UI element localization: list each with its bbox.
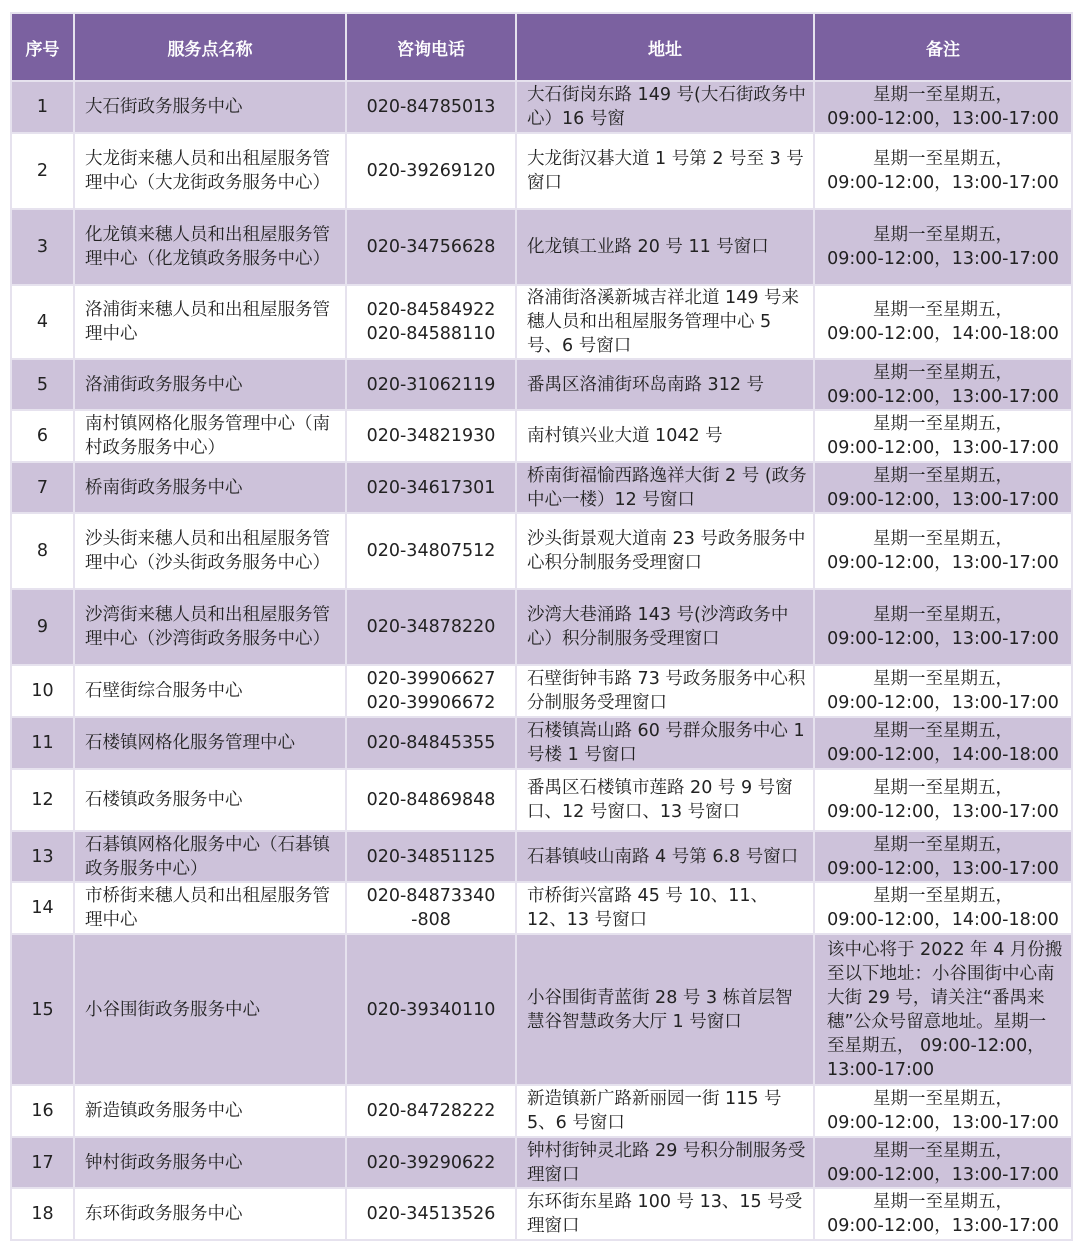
note-cell (814, 1188, 1072, 1240)
phone-cell (346, 934, 516, 1085)
service-point-name: 大石街政务服务中心 (74, 81, 346, 133)
note-text: 星期一至星期五， (873, 225, 1013, 245)
service-point-name: 小谷围街政务服务中心 (74, 934, 346, 1085)
note-text: 星期一至星期五， (873, 85, 1013, 105)
note-cell (814, 717, 1072, 769)
table-row (11, 462, 1072, 513)
note-cell (814, 513, 1072, 589)
address-cell: 市桥街兴富路 45 号 10、11、12、13 号窗口 (516, 882, 814, 934)
address-cell: 桥南街福愉西路逸祥大街 2 号 (政务中心一楼）12 号窗口 (516, 462, 814, 513)
phone-number: 020-39340110 (366, 999, 496, 1020)
row-index: 2 (11, 133, 74, 209)
header-address: 地址 (516, 13, 814, 81)
note-text: 星期一至星期五， (873, 1192, 1013, 1212)
table-header-row (11, 13, 1072, 81)
service-point-name: 沙湾街来穗人员和出租屋服务管理中心（沙湾街政务服务中心） (74, 589, 346, 665)
table-row (11, 769, 1072, 831)
note-text: 09:00-12:00，14:00-18:00 (827, 910, 1059, 930)
row-index: 3 (11, 209, 74, 285)
table-row (11, 209, 1072, 285)
note-text: 09:00-12:00，13:00-17:00 (827, 1164, 1059, 1185)
row-index: 13 (11, 831, 74, 882)
phone-number: 020-39290622 (366, 1152, 496, 1173)
phone-cell (346, 1188, 516, 1240)
note-cell (814, 359, 1072, 410)
table-row (11, 717, 1072, 769)
row-index: 9 (11, 589, 74, 665)
row-index: 12 (11, 769, 74, 831)
note-cell (814, 882, 1072, 934)
phone-number: 020-84584922 (366, 300, 496, 320)
note-text: 星期一至星期五， (873, 1140, 1013, 1161)
note-text: 星期一至星期五， (873, 834, 1013, 855)
note-text: 09:00-12:00，13:00-17:00 (827, 1216, 1059, 1236)
note-text: 该中心将于 2022 年 4 月份搬至以下地址：小谷围街中心南大街 29 号，请关注“番禺来穗”公众号留意地址。星期一至星期五， 09:00-12:00，13:00-17:00 (827, 939, 1063, 1080)
note-text: 09:00-12:00，13:00-17:00 (827, 438, 1059, 458)
note-text: 星期一至星期五， (873, 1089, 1013, 1109)
note-text: 09:00-12:00，13:00-17:00 (827, 249, 1059, 269)
service-point-name: 化龙镇来穗人员和出租屋服务管理中心（化龙镇政务服务中心） (74, 209, 346, 285)
phone-cell (346, 462, 516, 513)
phone-number: 020-84728222 (366, 1101, 496, 1121)
note-cell (814, 589, 1072, 665)
service-points-table (10, 12, 1073, 1241)
phone-cell (346, 513, 516, 589)
service-point-name: 钟村街政务服务中心 (74, 1137, 346, 1188)
service-point-name: 市桥街来穗人员和出租屋服务管理中心 (74, 882, 346, 934)
note-text: 星期一至星期五， (873, 362, 1013, 383)
note-cell (814, 831, 1072, 882)
note-text: 星期一至星期五， (873, 300, 1013, 320)
address-cell: 新造镇新广路新丽园一街 115 号 5、6 号窗口 (516, 1085, 814, 1137)
address-cell: 钟村街钟灵北路 29 号积分制服务受理窗口 (516, 1137, 814, 1188)
note-text: 星期一至星期五， (873, 414, 1013, 434)
phone-cell (346, 81, 516, 133)
address-cell: 东环街东星路 100 号 13、15 号受理窗口 (516, 1188, 814, 1240)
phone-number: 020-39906627 (366, 669, 496, 689)
phone-number: 020-34617301 (366, 477, 496, 498)
note-text: 星期一至星期五， (873, 886, 1013, 906)
table-row (11, 1188, 1072, 1240)
row-index: 5 (11, 359, 74, 410)
phone-number: 020-84588110 (366, 324, 496, 344)
phone-number: 020-39269120 (366, 161, 496, 181)
note-text: 09:00-12:00，13:00-17:00 (827, 693, 1059, 713)
table-row (11, 831, 1072, 882)
phone-cell (346, 1137, 516, 1188)
phone-number: 020-31062119 (366, 374, 496, 395)
service-point-name: 沙头街来穗人员和出租屋服务管理中心（沙头街政务服务中心） (74, 513, 346, 589)
table-row (11, 1085, 1072, 1137)
note-cell (814, 209, 1072, 285)
address-cell: 南村镇兴业大道 1042 号 (516, 410, 814, 462)
row-index: 4 (11, 285, 74, 359)
note-text: 09:00-12:00，14:00-18:00 (827, 745, 1059, 765)
note-text: 09:00-12:00，13:00-17:00 (827, 489, 1059, 510)
header-name: 服务点名称 (74, 13, 346, 81)
note-text: 星期一至星期五， (873, 529, 1013, 549)
address-cell: 番禺区洛浦街环岛南路 312 号 (516, 359, 814, 410)
table-row (11, 513, 1072, 589)
note-text: 09:00-12:00，13:00-17:00 (827, 858, 1059, 879)
phone-number: -808 (411, 910, 451, 930)
phone-number: 020-39906672 (366, 693, 496, 713)
header-phone: 咨询电话 (346, 13, 516, 81)
address-cell: 小谷围街青蓝街 28 号 3 栋首层智慧谷智慧政务大厅 1 号窗口 (516, 934, 814, 1085)
phone-cell (346, 359, 516, 410)
row-index: 14 (11, 882, 74, 934)
note-text: 星期一至星期五， (873, 465, 1013, 486)
phone-cell (346, 133, 516, 209)
row-index: 6 (11, 410, 74, 462)
service-point-name: 南村镇网格化服务管理中心（南村政务服务中心） (74, 410, 346, 462)
note-text: 09:00-12:00，13:00-17:00 (827, 109, 1059, 129)
phone-number: 020-34851125 (366, 846, 496, 867)
address-cell: 沙湾大巷涌路 143 号(沙湾政务中心）积分制服务受理窗口 (516, 589, 814, 665)
row-index: 8 (11, 513, 74, 589)
table-row (11, 359, 1072, 410)
note-text: 09:00-12:00，13:00-17:00 (827, 553, 1059, 573)
address-cell: 大石街岗东路 149 号(大石街政务中心）16 号窗 (516, 81, 814, 133)
phone-cell (346, 410, 516, 462)
phone-number: 020-84873340 (366, 886, 496, 906)
note-cell (814, 1137, 1072, 1188)
table-row (11, 665, 1072, 717)
phone-cell (346, 831, 516, 882)
service-point-name: 大龙街来穗人员和出租屋服务管理中心（大龙街政务服务中心） (74, 133, 346, 209)
phone-cell (346, 665, 516, 717)
header-note: 备注 (814, 13, 1072, 81)
address-cell: 石壁街钟韦路 73 号政务服务中心积分制服务受理窗口 (516, 665, 814, 717)
row-index: 16 (11, 1085, 74, 1137)
table-row (11, 934, 1072, 1085)
phone-number: 020-84785013 (366, 97, 496, 117)
row-index: 10 (11, 665, 74, 717)
table-row (11, 133, 1072, 209)
note-text: 09:00-12:00，13:00-17:00 (827, 1113, 1059, 1133)
header-index: 序号 (11, 13, 74, 81)
note-cell (814, 133, 1072, 209)
note-text: 星期一至星期五， (873, 605, 1013, 625)
row-index: 17 (11, 1137, 74, 1188)
note-cell (814, 769, 1072, 831)
table-row (11, 285, 1072, 359)
address-cell: 石楼镇嵩山路 60 号群众服务中心 1 号楼 1 号窗口 (516, 717, 814, 769)
table-row (11, 882, 1072, 934)
table-row (11, 589, 1072, 665)
phone-cell (346, 717, 516, 769)
service-point-name: 洛浦街来穗人员和出租屋服务管理中心 (74, 285, 346, 359)
note-cell (814, 81, 1072, 133)
service-point-name: 石碁镇网格化服务中心（石碁镇政务服务中心） (74, 831, 346, 882)
service-point-name: 东环街政务服务中心 (74, 1188, 346, 1240)
phone-number: 020-34756628 (366, 237, 496, 257)
note-text: 09:00-12:00，13:00-17:00 (827, 629, 1059, 649)
address-cell: 大龙街汉碁大道 1 号第 2 号至 3 号窗口 (516, 133, 814, 209)
row-index: 18 (11, 1188, 74, 1240)
table-row (11, 410, 1072, 462)
service-point-name: 洛浦街政务服务中心 (74, 359, 346, 410)
phone-number: 020-34878220 (366, 617, 496, 637)
row-index: 1 (11, 81, 74, 133)
address-cell: 洛浦街洛溪新城吉祥北道 149 号来穗人员和出租屋服务管理中心 5 号、6 号窗口 (516, 285, 814, 359)
phone-cell (346, 882, 516, 934)
table-row (11, 1137, 1072, 1188)
table-row (11, 81, 1072, 133)
note-cell (814, 285, 1072, 359)
phone-number: 020-34821930 (366, 426, 496, 446)
note-text: 星期一至星期五， (873, 721, 1013, 741)
phone-number: 020-34513526 (366, 1204, 496, 1224)
note-cell (814, 665, 1072, 717)
service-point-name: 新造镇政务服务中心 (74, 1085, 346, 1137)
address-cell: 沙头街景观大道南 23 号政务服务中心积分制服务受理窗口 (516, 513, 814, 589)
note-text: 星期一至星期五， (873, 149, 1013, 169)
phone-cell (346, 285, 516, 359)
phone-number: 020-34807512 (366, 541, 496, 561)
note-text: 星期一至星期五， (873, 778, 1013, 798)
note-cell (814, 462, 1072, 513)
address-cell: 化龙镇工业路 20 号 11 号窗口 (516, 209, 814, 285)
service-point-name: 石楼镇政务服务中心 (74, 769, 346, 831)
row-index: 15 (11, 934, 74, 1085)
row-index: 7 (11, 462, 74, 513)
service-point-name: 石壁街综合服务中心 (74, 665, 346, 717)
note-text: 09:00-12:00，14:00-18:00 (827, 324, 1059, 344)
phone-cell (346, 209, 516, 285)
note-cell (814, 934, 1072, 1085)
row-index: 11 (11, 717, 74, 769)
phone-cell (346, 1085, 516, 1137)
table-body (11, 81, 1072, 1240)
phone-cell (346, 589, 516, 665)
note-cell (814, 410, 1072, 462)
phone-cell (346, 769, 516, 831)
note-text: 09:00-12:00，13:00-17:00 (827, 386, 1059, 407)
note-cell (814, 1085, 1072, 1137)
note-text: 09:00-12:00，13:00-17:00 (827, 802, 1059, 822)
note-text: 09:00-12:00，13:00-17:00 (827, 173, 1059, 193)
service-point-name: 石楼镇网格化服务管理中心 (74, 717, 346, 769)
service-point-name: 桥南街政务服务中心 (74, 462, 346, 513)
phone-number: 020-84845355 (366, 733, 496, 753)
phone-number: 020-84869848 (366, 790, 496, 810)
address-cell: 石碁镇岐山南路 4 号第 6.8 号窗口 (516, 831, 814, 882)
address-cell: 番禺区石楼镇市莲路 20 号 9 号窗口、12 号窗口、13 号窗口 (516, 769, 814, 831)
note-text: 星期一至星期五， (873, 669, 1013, 689)
